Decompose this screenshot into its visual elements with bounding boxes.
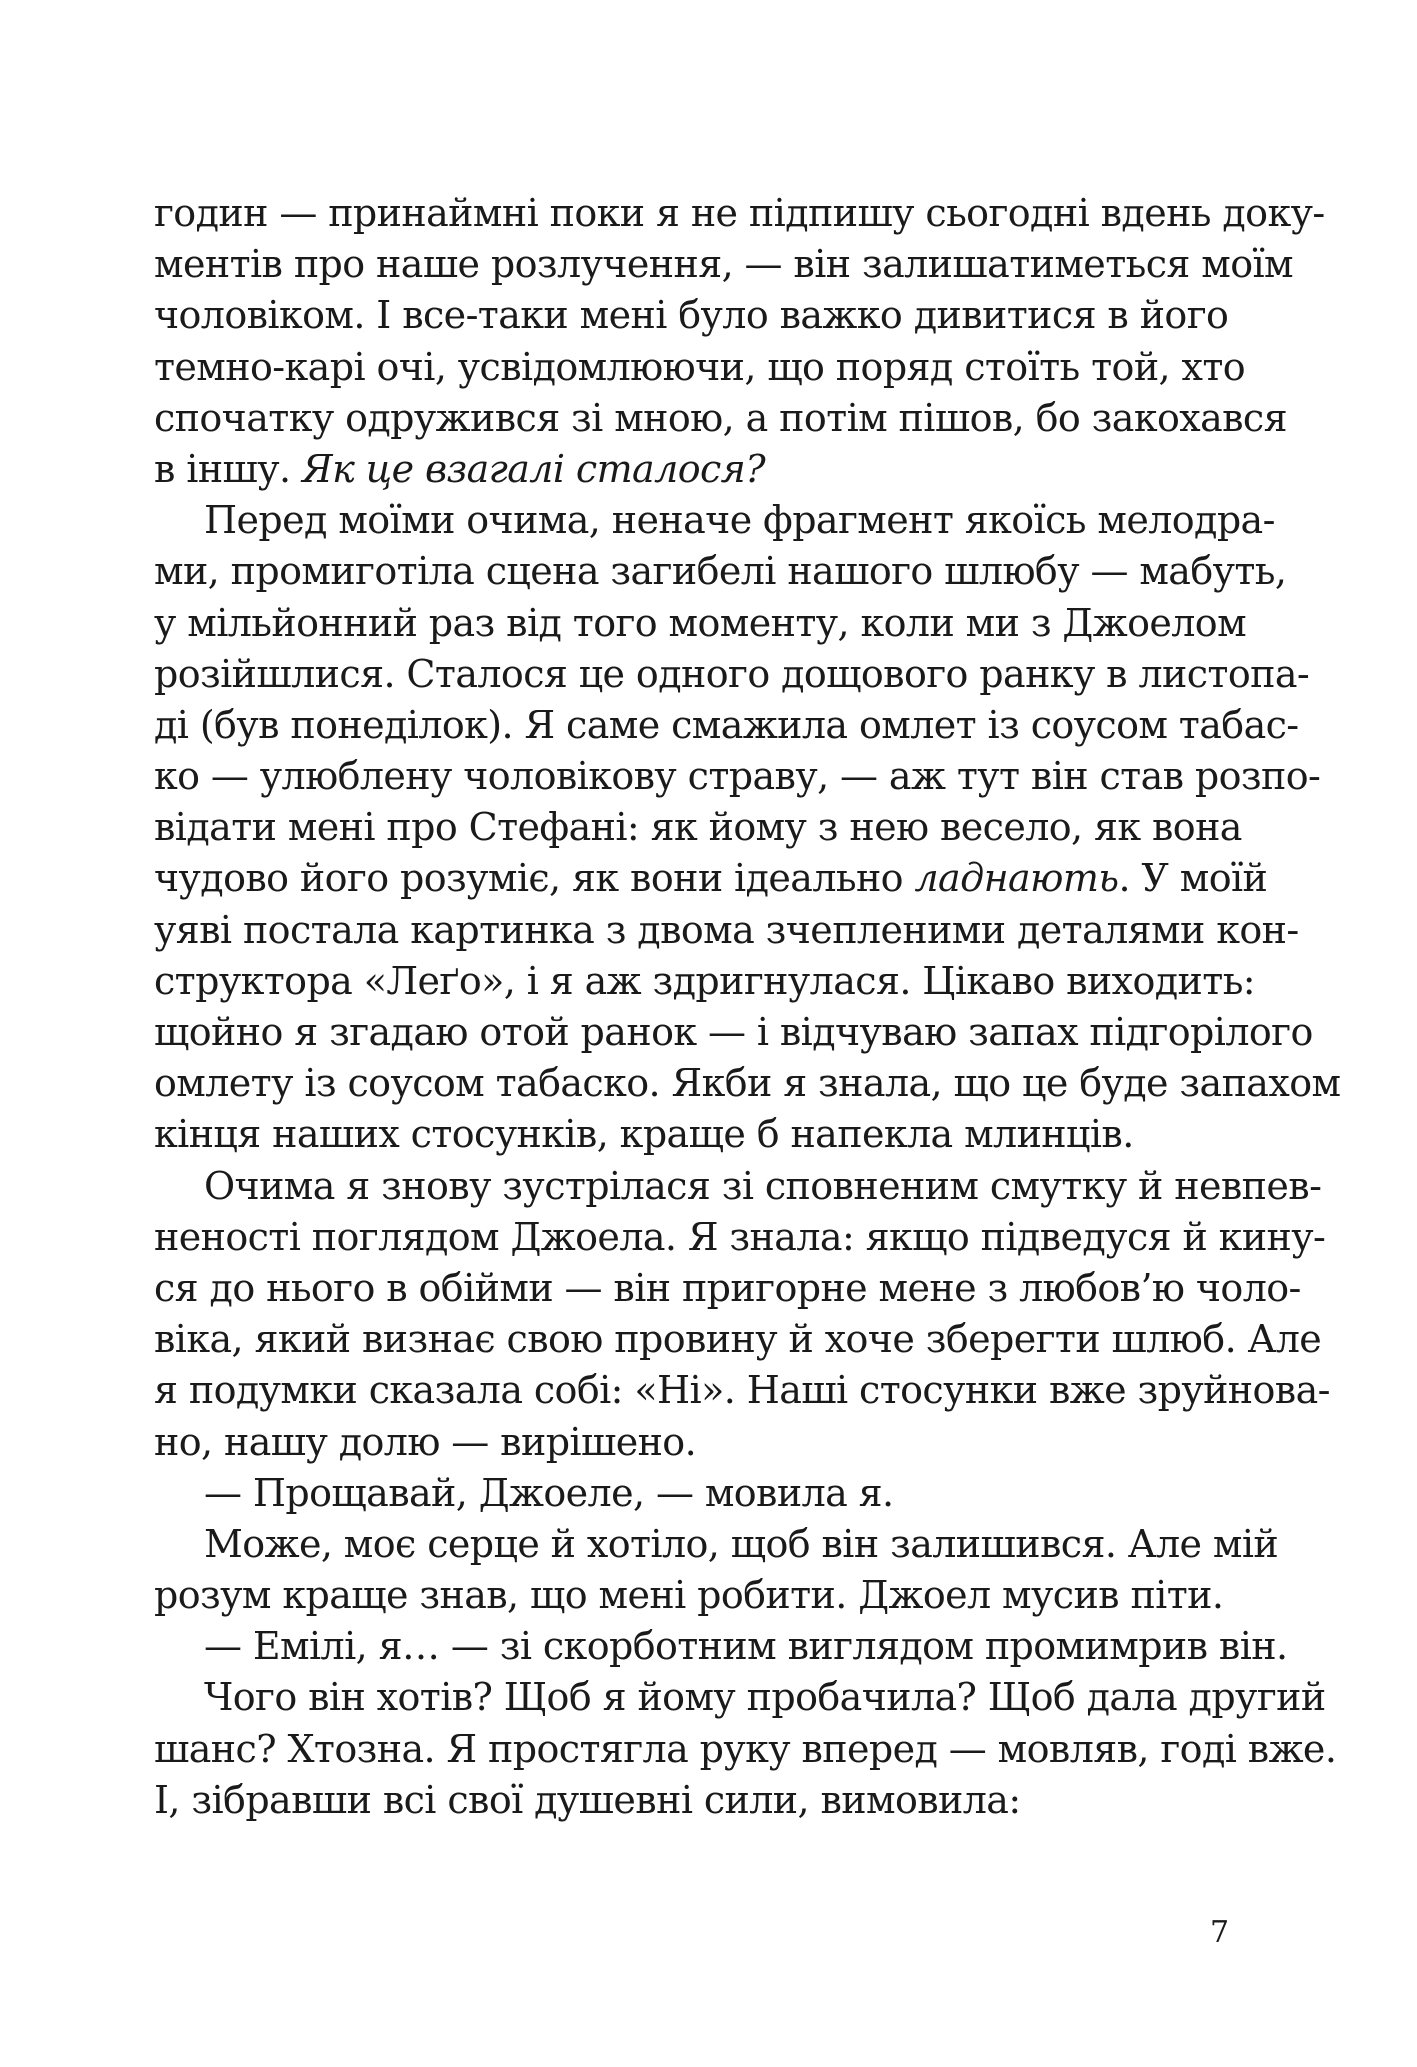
text-line: уяві постала картинка з двома зчепленими деталями кон-: [154, 907, 1299, 952]
text-line: омлету із соусом табаско. Якби я знала, що це буде запахом: [154, 1061, 1341, 1106]
page-number: 7: [1210, 1915, 1230, 1950]
text-line: неності поглядом Джоела. Я знала: якщо підведуся й кину-: [154, 1214, 1326, 1259]
text-line: Чого він хотів? Щоб я йому пробачила? Щоб дала другий: [204, 1675, 1326, 1720]
text-line: І, зібравши всі свої душевні сили, вимовила:: [154, 1777, 1021, 1822]
text-line: ся до нього в обійми — він пригорне мене з любов’ю чоло-: [154, 1265, 1301, 1310]
text-line-roman: в іншу.: [154, 446, 302, 491]
text-line: Очима я знову зустрілася зі сповненим смутку й невпев-: [204, 1163, 1322, 1208]
text-line: кінця наших стосунків, краще б напекла млинців.: [154, 1112, 1134, 1157]
text-line: я подумки сказала собі: «Ні». Наші стосунки вже зруйнова-: [154, 1368, 1330, 1413]
text-line-roman: чудово його розуміє, як вони ідеально: [154, 856, 915, 901]
text-line-italic: ладнають: [914, 856, 1119, 901]
text-line: [154, 444, 1226, 495]
text-line: Може, моє серце й хотіло, щоб він залишився. Але мій: [204, 1521, 1279, 1566]
text-line: ми, промиготіла сцена загибелі нашого шлюбу — мабуть,: [154, 549, 1287, 594]
text-line: спочатку одружився зі мною, а потім пішов, бо закохався: [154, 395, 1287, 440]
text-line: структора «Леґо», і я аж здригнулася. Цікаво виходить:: [154, 958, 1255, 1003]
text-line-italic: Як це взагалі сталося?: [302, 446, 765, 491]
text-line: — Емілі, я… — зі скорботним виглядом промимрив він.: [204, 1624, 1288, 1669]
text-line: розійшлися. Сталося це одного дощового ранку в листопа-: [154, 651, 1310, 696]
text-line: шанс? Хтозна. Я простягла руку вперед — мовляв, годі вже.: [154, 1726, 1337, 1771]
text-line: [154, 853, 1268, 904]
text-line: ко — улюблену чоловікову страву, — аж тут він став розпо-: [154, 754, 1321, 799]
text-line: щойно я згадаю отой ранок — і відчуваю запах підгорілого: [154, 1010, 1313, 1054]
text-line-roman: . У моїй: [1118, 856, 1268, 901]
text-line: відати мені про Стефані: як йому з нею весело, як вона: [154, 805, 1242, 850]
text-line: у мільйонний раз від того моменту, коли ми з Джоелом: [154, 600, 1247, 645]
text-line: ді (був понеділок). Я саме смажила омлет із соусом табас-: [154, 702, 1299, 747]
text-line: ментів про наше розлучення, — він залишатиметься моїм: [154, 242, 1293, 287]
body-text: [154, 188, 1341, 1826]
text-line: розум краще знав, що мені робити. Джоел мусив піти.: [154, 1573, 1224, 1618]
text-line: но, нашу долю — вирішено.: [154, 1419, 697, 1464]
text-line: віка, який визнає свою провину й хоче зберегти шлюб. Але: [154, 1317, 1322, 1362]
text-line: Перед моїми очима, неначе фрагмент якоїсь мелодра-: [204, 498, 1275, 543]
text-line: чоловіком. І все-таки мені було важко дивитися в його: [154, 293, 1229, 338]
text-line: темно-карі очі, усвідомлюючи, що поряд стоїть той, хто: [154, 344, 1246, 389]
text-line: — Прощавай, Джоеле, — мовила я.: [204, 1470, 894, 1515]
text-line: годин — принаймні поки я не підпишу сьогодні вдень доку-: [154, 191, 1325, 235]
